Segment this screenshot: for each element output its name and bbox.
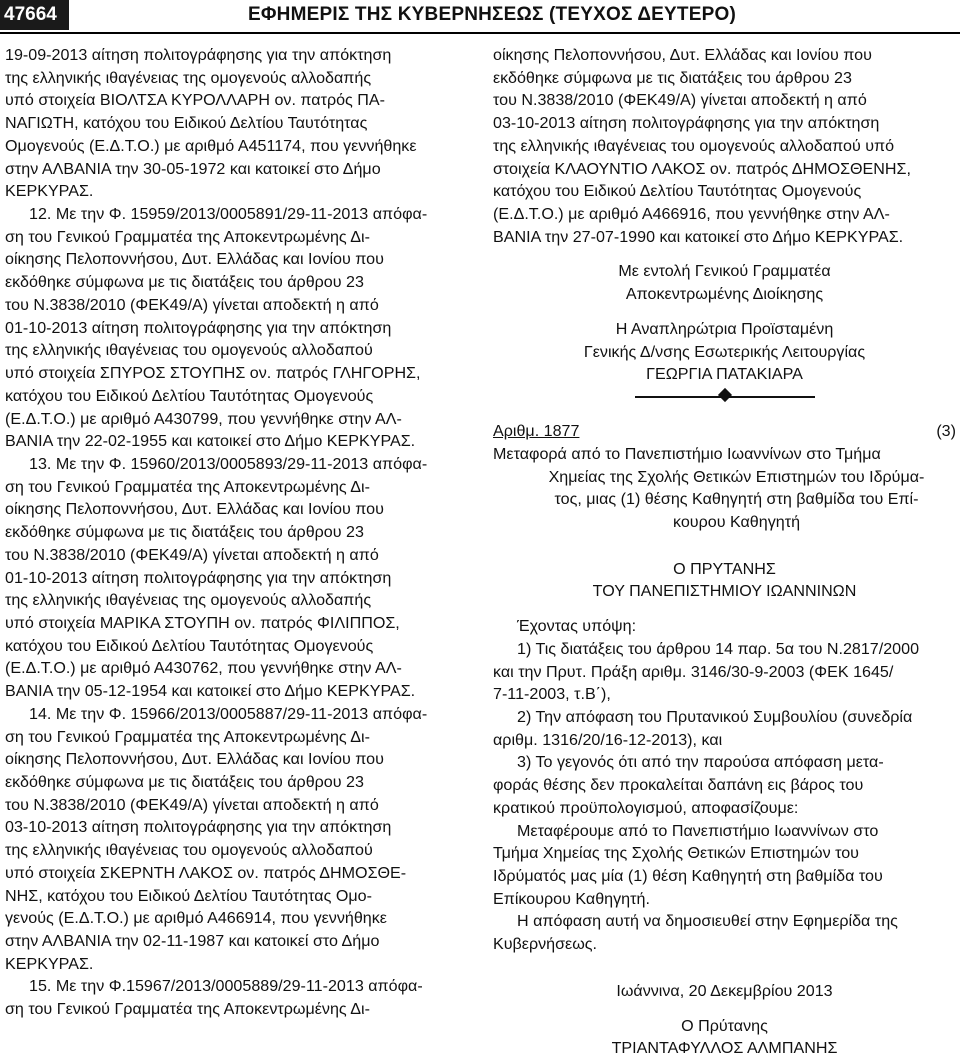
text-line: εκδόθηκε σύμφωνα με τις διατάξεις του άρθρου 23: [493, 68, 852, 87]
text-line: του Ν.3838/2010 (ΦΕΚ49/Α) γίνεται αποδεκτή η από: [493, 91, 867, 110]
text-line: 7-11-2003, τ.Β΄),: [493, 685, 611, 704]
decision-number-line: [493, 420, 956, 443]
signature-line: Η Αναπληρώτρια Προϊσταμένη: [615, 319, 834, 338]
text-line: του Ν.3838/2010 (ΦΕΚ49/Α) γίνεται αποδεκτή η από: [5, 795, 379, 814]
text-line: (Ε.Δ.Τ.Ο.) με αριθμό Α430762, που γεννήθηκε στην ΑΛ-: [5, 659, 402, 678]
text-line: ΝΑΓΙΩΤΗ, κατόχου του Ειδικού Δελτίου Ταυτότητας: [5, 114, 368, 133]
text-line: στην ΑΛΒΑΝΙΑ την 30-05-1972 και κατοικεί στο Δήμο: [5, 159, 381, 178]
text-line: Τμήμα Χημείας της Σχολής Θετικών Επιστημών του: [493, 844, 859, 863]
decision-title-line: τος, μιας (1) θέσης Καθηγητή στη βαθμίδα του Επί-: [554, 490, 919, 509]
signer-name: ΓΕΩΡΓΙΑ ΠΑΤΑΚΙΑΡΑ: [646, 365, 803, 384]
text-line: 3) Το γεγονός ότι από την παρούσα απόφαση μετα-: [517, 753, 884, 772]
text-line: Επίκουρου Καθηγητή.: [493, 889, 650, 908]
text-line: Κυβερνήσεως.: [493, 935, 598, 954]
text-line: φοράς θέσης δεν προκαλείται δαπάνη εις βάρος του: [493, 776, 864, 795]
text-line: οίκησης Πελοποννήσου, Δυτ. Ελλάδας και Ιονίου που: [5, 250, 384, 269]
text-line: κατόχου του Ειδικού Δελτίου Ταυτότητας Ομογενούς: [5, 636, 374, 655]
text-line: στοιχεία ΚΛΑΟΥΝΤΙΟ ΛΑΚΟΣ ον. πατρός ΔΗΜΟΣΘΕΝΗΣ,: [493, 159, 911, 178]
left-column: [5, 44, 465, 1021]
text-line: (Ε.Δ.Τ.Ο.) με αριθμό Α466916, που γεννήθηκε στην ΑΛ-: [493, 205, 890, 224]
separator-ornament: [635, 386, 815, 408]
right-column: [493, 44, 956, 1060]
text-line: της ελληνικής ιθαγένειας του ομογενούς αλλοδαπού υπό: [493, 136, 895, 155]
text-line: Ιδρύματός μας μία (1) θέση Καθηγητή στη βαθμίδα του: [493, 867, 883, 885]
text-line: 14. Με την Φ. 15966/2013/0005887/29-11-2013 απόφα-: [29, 704, 428, 723]
text-line: 2) Την απόφαση του Πρυτανικού Συμβουλίου (συνεδρία: [517, 707, 913, 726]
signer-title: Ο Πρύτανης: [681, 1016, 768, 1035]
text-line: Η απόφαση αυτή να δημοσιευθεί στην Εφημερίδα της: [517, 912, 898, 931]
text-line: ΒΑΝΙΑ την 27-07-1990 και κατοικεί στο Δήμο ΚΕΡΚΥΡΑΣ.: [493, 227, 904, 246]
text-line: 01-10-2013 αίτηση πολιτογράφησης για την απόκτηση: [5, 568, 392, 587]
text-line: στην ΑΛΒΑΝΙΑ την 02-11-1987 και κατοικεί στο Δήμο: [5, 932, 380, 951]
text-line: οίκησης Πελοποννήσου, Δυτ. Ελλάδας και Ιονίου που: [5, 750, 384, 769]
text-line: 01-10-2013 αίτηση πολιτογράφησης για την απόκτηση: [5, 318, 392, 337]
text-line: ση του Γενικού Γραμματέα της Αποκεντρωμένης Δι-: [5, 727, 370, 746]
text-line: 15. Με την Φ.15967/2013/0005889/29-11-2013 απόφα-: [29, 977, 423, 996]
text-line: 03-10-2013 αίτηση πολιτογράφησης για την απόκτηση: [493, 114, 880, 133]
text-line: της ελληνικής ιθαγένειας του ομογενούς αλλοδαπού: [5, 841, 373, 860]
having-regard: Έχοντας υπόψη:: [517, 617, 637, 636]
text-line: ΚΕΡΚΥΡΑΣ.: [5, 954, 94, 973]
signature-line: Με εντολή Γενικού Γραμματέα: [618, 262, 831, 281]
decision-number: Αριθμ. 1877: [493, 422, 580, 441]
text-line: Ομογενούς (Ε.Δ.Τ.Ο.) με αριθμό Α451174, που γεννήθηκε: [5, 136, 417, 155]
text-line: υπό στοιχεία ΜΑΡΙΚΑ ΣΤΟΥΠΗ ον. πατρός ΦΙΛΙΠΠΟΣ,: [5, 613, 400, 632]
text-line: υπό στοιχεία ΒΙΟΛΤΣΑ ΚΥΡΟΛΛΑΡΗ ον. πατρός ΠΑ-: [5, 91, 385, 110]
text-line: 13. Με την Φ. 15960/2013/0005893/29-11-2013 απόφα-: [29, 454, 428, 473]
text-line: 03-10-2013 αίτηση πολιτογράφησης για την απόκτηση: [5, 818, 392, 837]
decision-title-block: [493, 466, 956, 534]
text-line: υπό στοιχεία ΣΠΥΡΟΣ ΣΤΟΥΠΗΣ ον. πατρός ΓΛΗΓΟΡΗΣ,: [5, 364, 421, 383]
authority-line: ΤΟΥ ΠΑΝΕΠΙΣΤΗΜΙΟΥ ΙΩΑΝΝΙΝΩΝ: [592, 582, 857, 601]
text-line: ΚΕΡΚΥΡΑΣ.: [5, 182, 94, 201]
decision-title-line: Μεταφορά από το Πανεπιστήμιο Ιωαννίνων στο Τμήμα: [493, 444, 881, 463]
text-line: 1) Τις διατάξεις του άρθρου 14 παρ. 5α του Ν.2817/2000: [517, 639, 920, 658]
text-line: και την Πρυτ. Πράξη αριθμ. 3146/30-9-2003 (ΦΕΚ 1645/: [493, 662, 894, 681]
diamond-icon: [717, 388, 731, 402]
text-line: ΝΗΣ, κατόχου του Ειδικού Δελτίου Ταυτότητας Ομο-: [5, 886, 372, 905]
text-line: 12. Με την Φ. 15959/2013/0005891/29-11-2013 απόφα-: [29, 205, 428, 224]
text-line: ση του Γενικού Γραμματέα της Αποκεντρωμένης Δι-: [5, 227, 370, 246]
text-line: εκδόθηκε σύμφωνα με τις διατάξεις του άρθρου 23: [5, 773, 364, 791]
text-line: (Ε.Δ.Τ.Ο.) με αριθμό Α430799, που γεννήθηκε στην ΑΛ-: [5, 409, 402, 428]
authority-line: Ο ΠΡΥΤΑΝΗΣ: [673, 559, 776, 578]
text-line: ση του Γενικού Γραμματέα της Αποκεντρωμένης Δι-: [5, 1000, 370, 1019]
text-line: του Ν.3838/2010 (ΦΕΚ49/Α) γίνεται αποδεκτή η από: [5, 295, 379, 314]
text-line: 19-09-2013 αίτηση πολιτογράφησης για την απόκτηση: [5, 46, 392, 64]
text-line: αριθμ. 1316/20/16-12-2013), και: [493, 730, 723, 749]
gazette-title: ΕΦΗΜΕΡΙΣ ΤΗΣ ΚΥΒΕΡΝΗΣΕΩΣ (ΤΕΥΧΟΣ ΔΕΥΤΕΡΟ): [248, 4, 736, 25]
page-number: 47664: [0, 0, 69, 30]
text-line: της ελληνικής ιθαγένειας του ομογενούς αλλοδαπού: [5, 341, 373, 360]
signer-name: ΤΡΙΑΝΤΑΦΥΛΛΟΣ ΑΛΜΠΑΝΗΣ: [611, 1039, 838, 1058]
text-line: Μεταφέρουμε από το Πανεπιστήμιο Ιωαννίνων στο: [517, 821, 879, 840]
text-line: ΒΑΝΙΑ την 22-02-1955 και κατοικεί στο Δήμο ΚΕΡΚΥΡΑΣ.: [5, 432, 416, 451]
text-line: υπό στοιχεία ΣΚΕΡΝΤΗ ΛΑΚΟΣ ον. πατρός ΔΗΜΟΣΘΕ-: [5, 863, 407, 882]
text-line: γενούς (Ε.Δ.Τ.Ο.) με αριθμό Α466914, που γεννήθηκε: [5, 909, 387, 928]
text-line: κατόχου του Ειδικού Δελτίου Ταυτότητας Ομογενούς: [5, 386, 374, 405]
decision-tag: (3): [936, 422, 956, 441]
decision-title-line: κουρου Καθηγητή: [672, 512, 801, 531]
signature-line: Γενικής Δ/νσης Εσωτερικής Λειτουργίας: [583, 342, 866, 361]
place-date: Ιωάννινα, 20 Δεκεμβρίου 2013: [616, 981, 833, 1000]
decision-title-line: Χημείας της Σχολής Θετικών Επιστημών του Ιδρύμα-: [548, 467, 925, 486]
text-line: κατόχου του Ειδικού Δελτίου Ταυτότητας Ομογενούς: [493, 182, 862, 201]
text-line: της ελληνικής ιθαγένειας της ομογενούς αλλοδαπής: [5, 591, 372, 610]
text-line: της ελληνικής ιθαγένειας της ομογενούς αλλοδαπής: [5, 68, 372, 87]
text-line: οίκησης Πελοποννήσου, Δυτ. Ελλάδας και Ιονίου που: [493, 46, 872, 64]
text-line: οίκησης Πελοποννήσου, Δυτ. Ελλάδας και Ιονίου που: [5, 500, 384, 519]
text-line: κρατικού προϋπολογισμού, αποφασίζουμε:: [493, 798, 799, 817]
text-line: εκδόθηκε σύμφωνα με τις διατάξεις του άρθρου 23: [5, 523, 364, 542]
text-line: ση του Γενικού Γραμματέα της Αποκεντρωμένης Δι-: [5, 477, 370, 496]
text-line: εκδόθηκε σύμφωνα με τις διατάξεις του άρθρου 23: [5, 273, 364, 292]
text-line: ΒΑΝΙΑ την 05-12-1954 και κατοικεί στο Δήμο ΚΕΡΚΥΡΑΣ.: [5, 682, 416, 701]
text-line: του Ν.3838/2010 (ΦΕΚ49/Α) γίνεται αποδεκτή η από: [5, 545, 379, 564]
signature-line: Αποκεντρωμένης Διοίκησης: [625, 285, 824, 304]
page-header: [0, 0, 960, 34]
